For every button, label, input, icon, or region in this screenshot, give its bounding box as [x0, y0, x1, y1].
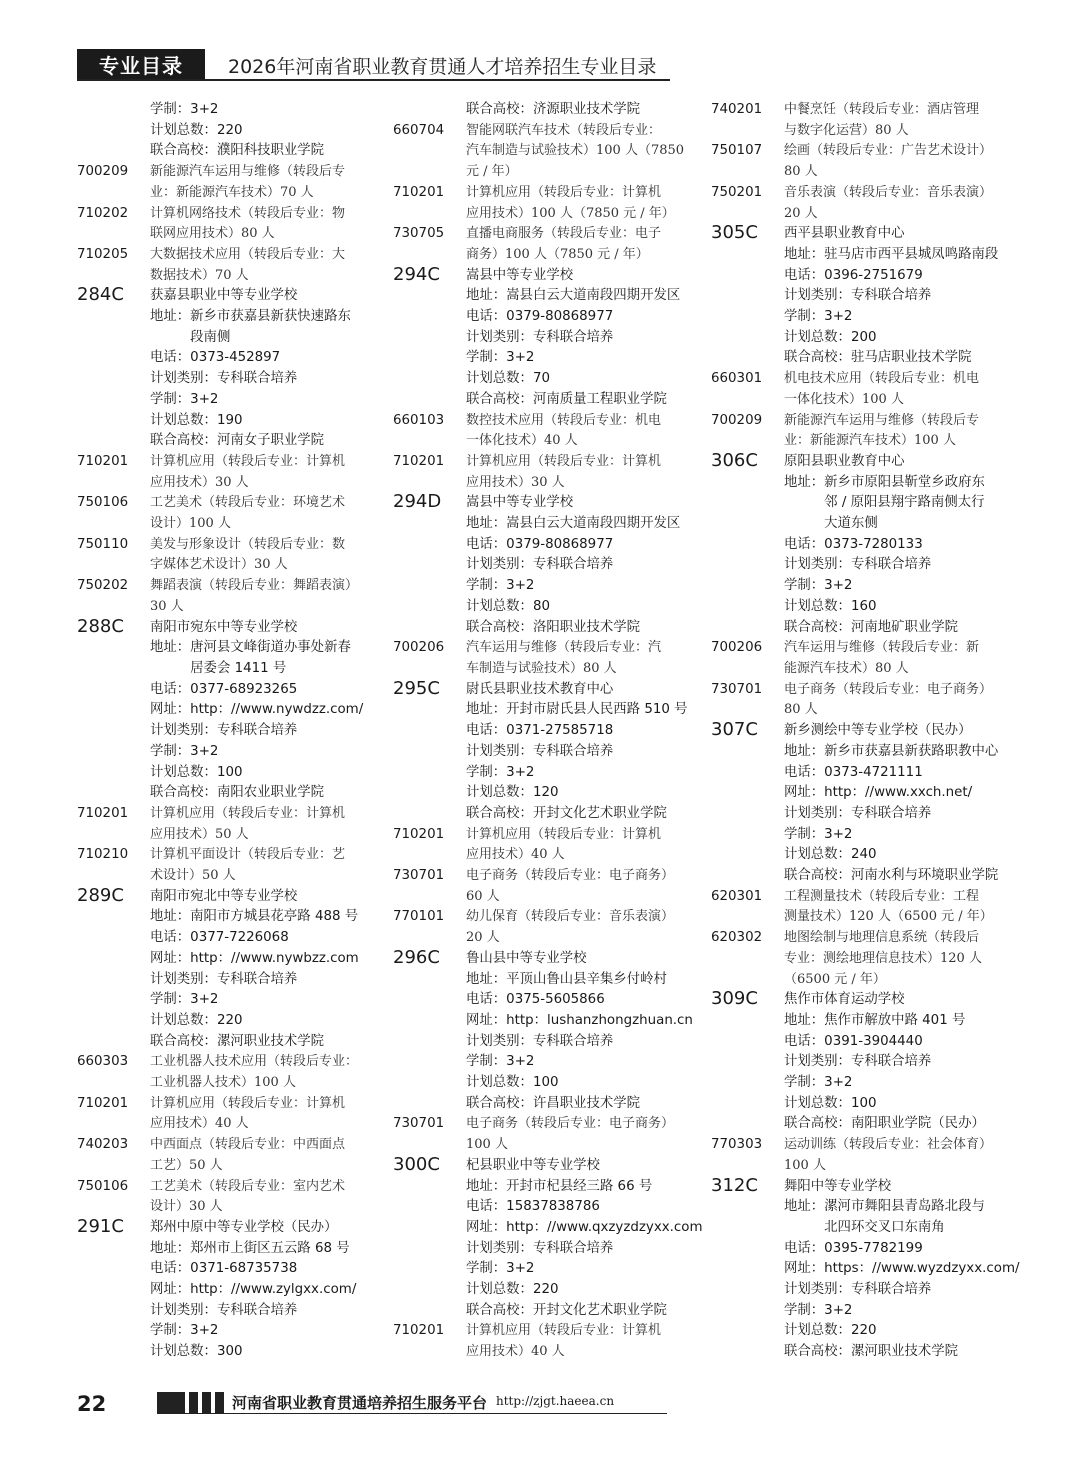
info-line: 电话：0373-452897 — [150, 350, 281, 366]
major-description-line: 汽车制造与试验技术）100 人（7850 — [466, 143, 685, 159]
info-line: 电话：0373-4721111 — [784, 764, 923, 780]
info-line: 联合高校：漯河职业技术学院 — [784, 1344, 959, 1360]
major-code: 710201 — [393, 453, 445, 469]
info-line: 电话：0371-27585718 — [466, 723, 614, 739]
info-line: 学制：3+2 — [784, 1302, 853, 1318]
major-description-line: 绘画（转段后专业：广告艺术设计） — [784, 143, 993, 159]
info-line: 网址：http：//www.qxzyzdzyxx.com — [466, 1219, 703, 1235]
school-code: 309C — [711, 988, 758, 1010]
major-description-line: 计算机应用（转段后专业：计算机 — [150, 1095, 346, 1111]
info-line: 联合高校：南阳职业学院（民办） — [784, 1116, 985, 1132]
major-code: 660301 — [711, 371, 763, 387]
major-description-line: 100 人 — [784, 1157, 826, 1173]
info-line: 电话：0396-2751679 — [784, 267, 923, 283]
major-entry — [711, 680, 1011, 721]
major-code: 710201 — [393, 1323, 445, 1339]
major-entry — [393, 1114, 693, 1155]
major-description-line: 应用技术）30 人 — [466, 474, 565, 490]
info-line: 计划类别：专科联合培养 — [150, 371, 298, 387]
info-line: 计划总数：220 — [150, 1012, 243, 1028]
info-line: 地址：新乡市获嘉县新获快速路东 — [150, 309, 351, 325]
major-entry — [711, 411, 1011, 452]
info-line: 计划总数：220 — [150, 122, 243, 138]
major-description-line: 计算机应用（转段后专业：计算机 — [150, 805, 346, 821]
major-code: 710201 — [77, 453, 129, 469]
info-line: 网址：https：//www.wyzdzyxx.com/ — [784, 1261, 1020, 1277]
major-entry — [393, 411, 693, 452]
school-code: 289C — [77, 884, 124, 906]
major-description-line: 应用技术）100 人（7850 元 / 年） — [466, 205, 675, 221]
info-line: 计划类别：专科联合培养 — [150, 971, 298, 987]
school-code: 305C — [711, 222, 758, 244]
info-line: 学制：3+2 — [150, 743, 219, 759]
major-entry — [393, 183, 693, 224]
major-code: 700206 — [393, 640, 445, 656]
major-code: 660704 — [393, 122, 445, 138]
info-line: 联合高校：开封文化艺术职业学院 — [466, 1302, 667, 1318]
info-line: 地址：嵩县白云大道南段四期开发区 — [466, 516, 681, 532]
info-line: 学制：3+2 — [150, 102, 219, 117]
major-entry — [77, 804, 377, 845]
major-description-line: 车制造与试验技术）80 人 — [466, 660, 617, 676]
info-line: 电话：0373-7280133 — [784, 536, 923, 552]
school-code: 294C — [393, 263, 440, 285]
page-header-title: 2026年河南省职业教育贯通人才培养招生专业目录 — [228, 56, 657, 78]
info-line: 大道东侧 — [784, 516, 878, 532]
info-line: 学制：3+2 — [466, 1054, 535, 1070]
major-description-line: 工艺）50 人 — [150, 1157, 223, 1173]
major-description-line: 数控技术应用（转段后专业：机电 — [466, 412, 662, 428]
major-entry — [77, 1094, 377, 1135]
info-line: 计划类别：专科联合培养 — [150, 723, 298, 739]
school-code: 291C — [77, 1215, 124, 1237]
school-code: 312C — [711, 1174, 758, 1196]
major-description-line: 汽车运用与维修（转段后专业：新 — [784, 640, 980, 656]
header-rule — [77, 79, 670, 81]
major-code: 770101 — [393, 909, 445, 925]
school-entry — [77, 286, 377, 452]
major-entry — [393, 907, 693, 948]
major-description-line: 地图绘制与地理信息系统（转段后 — [784, 930, 980, 946]
info-line: 电话：0379-80868977 — [466, 309, 614, 325]
major-description-line: 术设计）50 人 — [150, 868, 236, 884]
school-entry — [393, 946, 693, 1115]
major-code: 750201 — [711, 184, 763, 200]
school-entry — [77, 1215, 377, 1363]
info-line: 郑州中原中等专业学校（民办） — [150, 1219, 338, 1235]
info-line: 学制：3+2 — [466, 764, 535, 780]
info-line: 学制：3+2 — [784, 309, 853, 325]
major-description-line: 新能源汽车运用与维修（转段后专 — [150, 164, 346, 180]
major-code: 710201 — [77, 1095, 129, 1111]
major-description-line: 一体化技术）100 人 — [784, 391, 904, 407]
major-entry — [711, 183, 1011, 224]
major-description-line: 80 人 — [784, 702, 818, 718]
info-line: 计划总数：100 — [784, 1095, 877, 1111]
info-line: 电话：0379-80868977 — [466, 536, 614, 552]
major-entry — [393, 1321, 693, 1362]
info-line: 计划总数：190 — [150, 412, 243, 428]
info-line: 南阳市宛北中等专业学校 — [150, 888, 298, 904]
major-entry — [77, 576, 377, 617]
major-entry — [393, 452, 693, 493]
info-line: 地址：驻马店市西平县城凤鸣路南段 — [784, 246, 999, 262]
info-line: 计划类别：专科联合培养 — [150, 1302, 298, 1318]
major-entry — [77, 204, 377, 245]
info-line: 地址：漯河市舞阳县青岛路北段与 — [784, 1199, 985, 1215]
school-code: 295C — [393, 677, 440, 699]
info-line: 新乡测绘中等专业学校（民办） — [784, 723, 972, 739]
major-entry — [393, 224, 693, 265]
major-description-line: 60 人 — [466, 888, 500, 904]
info-line: 学制：3+2 — [150, 992, 219, 1008]
info-line: 段南侧 — [150, 329, 231, 345]
major-entry — [711, 638, 1011, 679]
major-code: 730701 — [711, 681, 763, 697]
major-description-line: 业：新能源汽车技术）100 人 — [784, 433, 956, 449]
major-description-line: 音乐表演（转段后专业：音乐表演） — [784, 184, 993, 200]
major-description-line: 一体化技术）40 人 — [466, 433, 578, 449]
info-line: 网址：http：//www.zylgxx.com/ — [150, 1282, 357, 1298]
major-entry — [711, 141, 1011, 182]
major-description-line: 应用技术）30 人 — [150, 474, 249, 490]
major-entry — [77, 1177, 377, 1218]
info-line: 网址：http：//www.nywbzz.com — [150, 950, 359, 966]
school-entry — [711, 224, 1011, 369]
major-code: 700206 — [711, 640, 763, 656]
catalog-column-1 — [77, 100, 377, 1363]
info-line: 嵩县中等专业学校 — [466, 267, 574, 283]
info-line: 学制：3+2 — [466, 1261, 535, 1277]
major-entry — [711, 887, 1011, 928]
major-entry — [393, 121, 693, 183]
info-line: 计划类别：专科联合培养 — [466, 1033, 614, 1049]
info-line: 地址：开封市杞县经三路 66 号 — [466, 1178, 653, 1194]
major-code: 620302 — [711, 930, 763, 946]
major-description-line: 计算机应用（转段后专业：计算机 — [466, 826, 662, 842]
major-description-line: 与数字化运营）80 人 — [784, 122, 909, 138]
major-code: 710201 — [77, 805, 129, 821]
school-code: 294D — [393, 491, 442, 513]
major-description-line: 100 人 — [466, 1137, 508, 1153]
major-description-line: 业：新能源汽车技术）70 人 — [150, 184, 314, 200]
major-description-line: 计算机应用（转段后专业：计算机 — [466, 1323, 662, 1339]
school-entry — [711, 1174, 1020, 1363]
footer-rule — [157, 1413, 667, 1414]
major-code: 750107 — [711, 143, 763, 159]
info-line: 地址：新乡市获嘉县新获路职教中心 — [784, 743, 999, 759]
school-entry — [393, 493, 693, 638]
info-line: 地址：焦作市解放中路 401 号 — [784, 1012, 966, 1028]
major-code: 730701 — [393, 1116, 445, 1132]
info-line: 学制：3+2 — [150, 1323, 219, 1339]
major-code: 620301 — [711, 888, 763, 904]
major-entry — [711, 100, 1011, 141]
info-line: 嵩县中等专业学校 — [466, 495, 574, 511]
info-line: 联合高校：河南地矿职业学院 — [784, 619, 959, 635]
major-description-line: 20 人 — [466, 930, 500, 946]
major-code: 740203 — [77, 1137, 129, 1153]
info-line: 计划总数：100 — [150, 764, 243, 780]
major-description-line: 中西面点（转段后专业：中西面点 — [150, 1137, 346, 1153]
info-line: 计划类别：专科联合培养 — [784, 805, 932, 821]
info-line: 电话：0377-7226068 — [150, 930, 289, 946]
info-line: 地址：南阳市方城县花亭路 488 号 — [150, 909, 359, 925]
info-line: 尉氏县职业技术教育中心 — [466, 681, 614, 697]
school-code: 284C — [77, 284, 124, 306]
major-code: 710201 — [393, 184, 445, 200]
major-code: 730701 — [393, 868, 445, 884]
major-description-line: 汽车运用与维修（转段后专业：汽 — [466, 640, 662, 656]
major-code: 710205 — [77, 246, 129, 262]
school-code: 296C — [393, 946, 440, 968]
major-description-line: 计算机平面设计（转段后专业：艺 — [150, 847, 346, 863]
info-line: 地址：开封市尉氏县人民西路 510 号 — [466, 702, 688, 718]
info-line: 焦作市体育运动学校 — [784, 992, 905, 1008]
school-entry — [393, 263, 693, 411]
info-line: 计划总数：220 — [466, 1282, 559, 1298]
school-entry — [77, 884, 377, 1053]
major-entry — [77, 535, 377, 576]
major-description-line: 应用技术）40 人 — [466, 847, 565, 863]
info-line: 联合高校：河南水利与环境职业学院 — [784, 868, 999, 884]
major-description-line: 电子商务（转段后专业：电子商务） — [784, 681, 993, 697]
info-line: 联合高校：驻马店职业技术学院 — [784, 350, 972, 366]
major-description-line: 计算机应用（转段后专业：计算机 — [466, 184, 662, 200]
info-line: 计划类别：专科联合培养 — [784, 1054, 932, 1070]
major-description-line: 商务）100 人（7850 元 / 年） — [466, 246, 649, 262]
major-description-line: 智能网联汽车技术（转段后专业： — [466, 122, 662, 138]
info-line: 学制：3+2 — [150, 391, 219, 407]
info-line: 学制：3+2 — [466, 350, 535, 366]
school-entry — [711, 721, 1011, 887]
info-line: 计划类别：专科联合培养 — [466, 557, 614, 573]
major-description-line: 20 人 — [784, 205, 818, 221]
info-line: 电话：0377-68923265 — [150, 681, 298, 697]
info-line: 舞阳中等专业学校 — [784, 1178, 892, 1194]
info-line: 电话：15837838786 — [466, 1199, 600, 1215]
info-line: 计划总数：160 — [784, 598, 877, 614]
info-line: 地址：嵩县白云大道南段四期开发区 — [466, 288, 681, 304]
major-description-line: 舞蹈表演（转段后专业：舞蹈表演） — [150, 578, 359, 594]
info-line: 电话：0391-3904440 — [784, 1033, 923, 1049]
major-description-line: 联网应用技术）80 人 — [150, 226, 275, 242]
major-code: 750106 — [77, 495, 129, 511]
major-entry — [711, 1135, 1011, 1176]
info-line: 计划总数：240 — [784, 847, 877, 863]
info-line: 联合高校：南阳农业职业学院 — [150, 785, 325, 801]
info-line: 地址：唐河县文峰街道办事处新春 — [150, 640, 351, 656]
school-entry — [393, 1153, 703, 1322]
info-line: 计划总数：200 — [784, 329, 877, 345]
major-code: 660103 — [393, 412, 445, 428]
major-code: 750202 — [77, 578, 129, 594]
major-description-line: 工艺美术（转段后专业：环境艺术 — [150, 495, 346, 511]
info-line: 计划总数：300 — [150, 1344, 243, 1360]
major-description-line: 能源汽车技术）80 人 — [784, 660, 909, 676]
info-line: 北四环交叉口东南角 — [784, 1219, 945, 1235]
info-line: 联合高校：洛阳职业技术学院 — [466, 619, 641, 635]
info-line: 计划类别：专科联合培养 — [784, 1282, 932, 1298]
major-description-line: 计算机应用（转段后专业：计算机 — [466, 453, 662, 469]
major-code: 740201 — [711, 102, 763, 117]
major-description-line: 设计）100 人 — [150, 516, 231, 532]
major-code: 660303 — [77, 1054, 129, 1070]
info-line: 网址：http：lushanzhongzhuan.cn — [466, 1012, 693, 1028]
major-entry — [77, 452, 377, 493]
major-entry — [393, 866, 693, 907]
footer-url: http://zjgt.haeea.cn — [496, 1394, 615, 1408]
info-line: 计划总数：70 — [466, 371, 550, 387]
info-line: 学制：3+2 — [784, 1075, 853, 1091]
footer-platform-title: 河南省职业教育贯通培养招生服务平台 — [232, 1394, 488, 1412]
major-description-line: 运动训练（转段后专业：社会体育） — [784, 1137, 993, 1153]
school-entry — [711, 449, 1011, 638]
major-description-line: （6500 元 / 年） — [784, 971, 886, 987]
major-entry — [77, 493, 377, 534]
major-description-line: 工业机器人技术应用（转段后专业： — [150, 1054, 359, 1070]
major-description-line: 机电技术应用（转段后专业：机电 — [784, 371, 980, 387]
info-line: 联合高校：濮阳科技职业学院 — [150, 143, 325, 159]
info-line: 计划总数：80 — [466, 598, 550, 614]
info-line: 学制：3+2 — [784, 826, 853, 842]
major-description-line: 应用技术）50 人 — [150, 826, 249, 842]
major-code: 770303 — [711, 1137, 763, 1153]
major-code: 700209 — [711, 412, 763, 428]
info-line: 原阳县职业教育中心 — [784, 453, 905, 469]
info-line: 计划总数：220 — [784, 1323, 877, 1339]
major-code: 750110 — [77, 536, 129, 552]
major-code: 750106 — [77, 1178, 129, 1194]
major-description-line: 新能源汽车运用与维修（转段后专 — [784, 412, 980, 428]
info-line: 网址：http：//www.nywdzz.com/ — [150, 702, 364, 718]
info-line: 网址：http：//www.xxch.net/ — [784, 785, 973, 801]
major-description-line: 直播电商服务（转段后专业：电子 — [466, 226, 662, 242]
major-description-line: 设计）30 人 — [150, 1199, 223, 1215]
info-line: 电话：0395-7782199 — [784, 1240, 923, 1256]
info-line: 联合高校：河南质量工程职业学院 — [466, 391, 667, 407]
info-line: 计划总数：120 — [466, 785, 559, 801]
major-description-line: 电子商务（转段后专业：电子商务） — [466, 1116, 675, 1132]
major-description-line: 元 / 年） — [466, 164, 518, 180]
major-description-line: 应用技术）40 人 — [466, 1344, 565, 1360]
major-entry — [77, 1135, 377, 1176]
major-entry — [711, 369, 1011, 410]
info-line: 地址：郑州市上街区五云路 68 号 — [150, 1240, 350, 1256]
school-entry — [711, 990, 1011, 1135]
major-entry — [77, 162, 377, 203]
info-line: 获嘉县职业中等专业学校 — [150, 288, 298, 304]
page-number: 22 — [77, 1392, 107, 1416]
school-code: 306C — [711, 449, 758, 471]
info-line: 计划总数：100 — [466, 1075, 559, 1091]
major-description-line: 测量技术）120 人（6500 元 / 年） — [784, 909, 993, 925]
info-line: 鲁山县中等专业学校 — [466, 950, 587, 966]
info-line: 计划类别：专科联合培养 — [784, 557, 932, 573]
footer-bars-decoration — [157, 1392, 224, 1413]
info-line: 南阳市宛东中等专业学校 — [150, 619, 298, 635]
major-description-line: 工业机器人技术）100 人 — [150, 1075, 296, 1091]
info-line: 地址：新乡市原阳县靳堂乡政府东 — [784, 474, 985, 490]
school-code: 300C — [393, 1153, 440, 1175]
info-line: 电话：0375-5605866 — [466, 992, 605, 1008]
info-line: 联合高校：开封文化艺术职业学院 — [466, 805, 667, 821]
major-description-line: 30 人 — [150, 598, 184, 614]
major-code: 730705 — [393, 226, 445, 242]
entry-continuation — [393, 100, 693, 121]
major-code: 710202 — [77, 205, 129, 221]
info-line: 联合高校：许昌职业技术学院 — [466, 1095, 641, 1111]
major-description-line: 80 人 — [784, 164, 818, 180]
major-description-line: 工艺美术（转段后专业：室内艺术 — [150, 1178, 346, 1194]
major-description-line: 计算机应用（转段后专业：计算机 — [150, 453, 346, 469]
school-entry — [77, 615, 377, 804]
major-description-line: 应用技术）40 人 — [150, 1116, 249, 1132]
major-description-line: 字媒体艺术设计）30 人 — [150, 557, 288, 573]
section-tag: 专业目录 — [77, 49, 205, 79]
major-entry — [711, 928, 1011, 990]
info-line: 西平县职业教育中心 — [784, 226, 905, 242]
info-line: 邻 / 原阳县翔宇路南侧太行 — [784, 495, 985, 511]
info-line: 学制：3+2 — [466, 578, 535, 594]
info-line: 计划类别：专科联合培养 — [466, 329, 614, 345]
major-code: 700209 — [77, 164, 129, 180]
school-code: 288C — [77, 615, 124, 637]
info-line: 联合高校：济源职业技术学院 — [466, 102, 641, 117]
info-line: 居委会 1411 号 — [150, 660, 287, 676]
info-line: 计划类别：专科联合培养 — [466, 1240, 614, 1256]
info-line: 学制：3+2 — [784, 578, 853, 594]
major-entry — [393, 638, 693, 679]
major-entry — [393, 825, 693, 866]
major-description-line: 数据技术）70 人 — [150, 267, 249, 283]
info-line: 联合高校：漯河职业技术学院 — [150, 1033, 325, 1049]
major-description-line: 幼儿保育（转段后专业：音乐表演） — [466, 909, 675, 925]
major-description-line: 中餐烹饪（转段后专业：酒店管理 — [784, 102, 980, 117]
info-line: 电话：0371-68735738 — [150, 1261, 298, 1277]
major-description-line: 专业：测绘地理信息技术）120 人 — [784, 950, 982, 966]
major-description-line: 美发与形象设计（转段后专业：数 — [150, 536, 346, 552]
major-code: 710201 — [393, 826, 445, 842]
major-entry — [77, 245, 377, 286]
school-entry — [393, 677, 693, 825]
info-line: 联合高校：河南女子职业学院 — [150, 433, 325, 449]
info-line: 杞县职业中等专业学校 — [466, 1157, 600, 1173]
info-line: 计划类别：专科联合培养 — [466, 743, 614, 759]
major-code: 710210 — [77, 847, 129, 863]
entry-continuation — [77, 100, 377, 162]
major-description-line: 电子商务（转段后专业：电子商务） — [466, 868, 675, 884]
school-code: 307C — [711, 719, 758, 741]
major-description-line: 计算机网络技术（转段后专业：物 — [150, 205, 346, 221]
catalog-column-2 — [393, 100, 703, 1363]
major-entry — [77, 1052, 377, 1093]
info-line: 地址：平顶山鲁山县辛集乡付岭村 — [466, 971, 667, 987]
major-description-line: 工程测量技术（转段后专业：工程 — [784, 888, 980, 904]
info-line: 计划类别：专科联合培养 — [784, 288, 932, 304]
major-entry — [77, 845, 377, 886]
catalog-column-3 — [711, 100, 1020, 1363]
major-description-line: 大数据技术应用（转段后专业：大 — [150, 246, 346, 262]
